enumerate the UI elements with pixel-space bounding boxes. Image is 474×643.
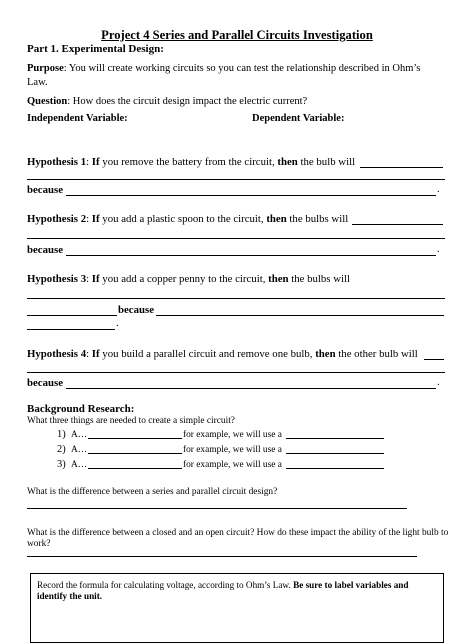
answer-line[interactable]	[88, 468, 182, 469]
question-text: : How does the circuit design impact the electric current?	[67, 96, 308, 107]
because-label: because	[27, 244, 63, 256]
hypothesis-2: Hypothesis 2: If you add a plastic spoon to the circuit, then the bulbs will	[27, 213, 349, 225]
background-question-3-line2: work?	[27, 539, 51, 549]
background-heading: Background Research:	[27, 403, 135, 415]
purpose-label: Purpose	[27, 63, 64, 74]
because-label: because	[27, 184, 63, 196]
answer-line[interactable]	[27, 556, 417, 557]
list-item: 3) A…	[57, 459, 88, 470]
hypothesis-1: Hypothesis 1: If you remove the battery from the circuit, then the bulb will	[27, 156, 356, 168]
period: .	[437, 377, 440, 388]
answer-line[interactable]	[66, 388, 436, 389]
because-label: because	[118, 304, 154, 316]
page-title: Project 4 Series and Parallel Circuits Investigation	[101, 28, 373, 42]
answer-line[interactable]	[27, 179, 445, 180]
answer-line[interactable]	[286, 438, 384, 439]
answer-line[interactable]	[27, 315, 117, 316]
answer-line[interactable]	[286, 468, 384, 469]
answer-line[interactable]	[360, 167, 443, 168]
background-question-1: What three things are needed to create a simple circuit?	[27, 416, 235, 426]
purpose-line1	[27, 63, 420, 74]
answer-line[interactable]	[88, 453, 182, 454]
answer-line[interactable]	[88, 438, 182, 439]
question-label: Question	[27, 96, 68, 107]
hypothesis-3: Hypothesis 3: If you add a copper penny to the circuit, then the bulbs will	[27, 273, 350, 285]
ohms-law-prompt: Record the formula for calculating voltage, according to Ohm’s Law. Be sure to label variables and identify the unit.	[37, 580, 409, 601]
background-question-2: What is the difference between a series and parallel circuit design?	[27, 487, 278, 497]
answer-line[interactable]	[66, 195, 436, 196]
part1-heading: Part 1. Experimental Design:	[27, 43, 164, 55]
answer-line[interactable]	[27, 298, 445, 299]
answer-line[interactable]	[27, 329, 115, 330]
dependent-variable-label: Dependent Variable:	[252, 113, 345, 124]
list-item: 2) A…	[57, 444, 88, 455]
hypothesis-4: Hypothesis 4: If you build a parallel circuit and remove one bulb, then the other bulb will	[27, 348, 418, 360]
answer-line[interactable]	[27, 508, 407, 509]
answer-line[interactable]	[27, 238, 445, 239]
purpose-text: : You will create working circuits so you can test the relationship described in Ohm’s	[63, 63, 421, 74]
background-question-3-line1: What is the difference between a closed and an open circuit? How do these impact the ability of the light bulb to	[27, 528, 449, 538]
answer-line[interactable]	[66, 255, 436, 256]
answer-line[interactable]	[27, 372, 445, 373]
purpose-line2: Law.	[27, 77, 48, 88]
ohms-law-box[interactable]	[30, 573, 444, 643]
list-item: 1) A…	[57, 429, 88, 440]
period: .	[437, 244, 440, 255]
answer-line[interactable]	[352, 224, 443, 225]
answer-line[interactable]	[156, 315, 444, 316]
answer-line[interactable]	[286, 453, 384, 454]
question-line	[27, 96, 307, 107]
period: .	[437, 184, 440, 195]
independent-variable-label: Independent Variable:	[27, 113, 128, 124]
period: .	[116, 318, 119, 329]
answer-line[interactable]	[424, 359, 444, 360]
because-label: because	[27, 377, 63, 389]
